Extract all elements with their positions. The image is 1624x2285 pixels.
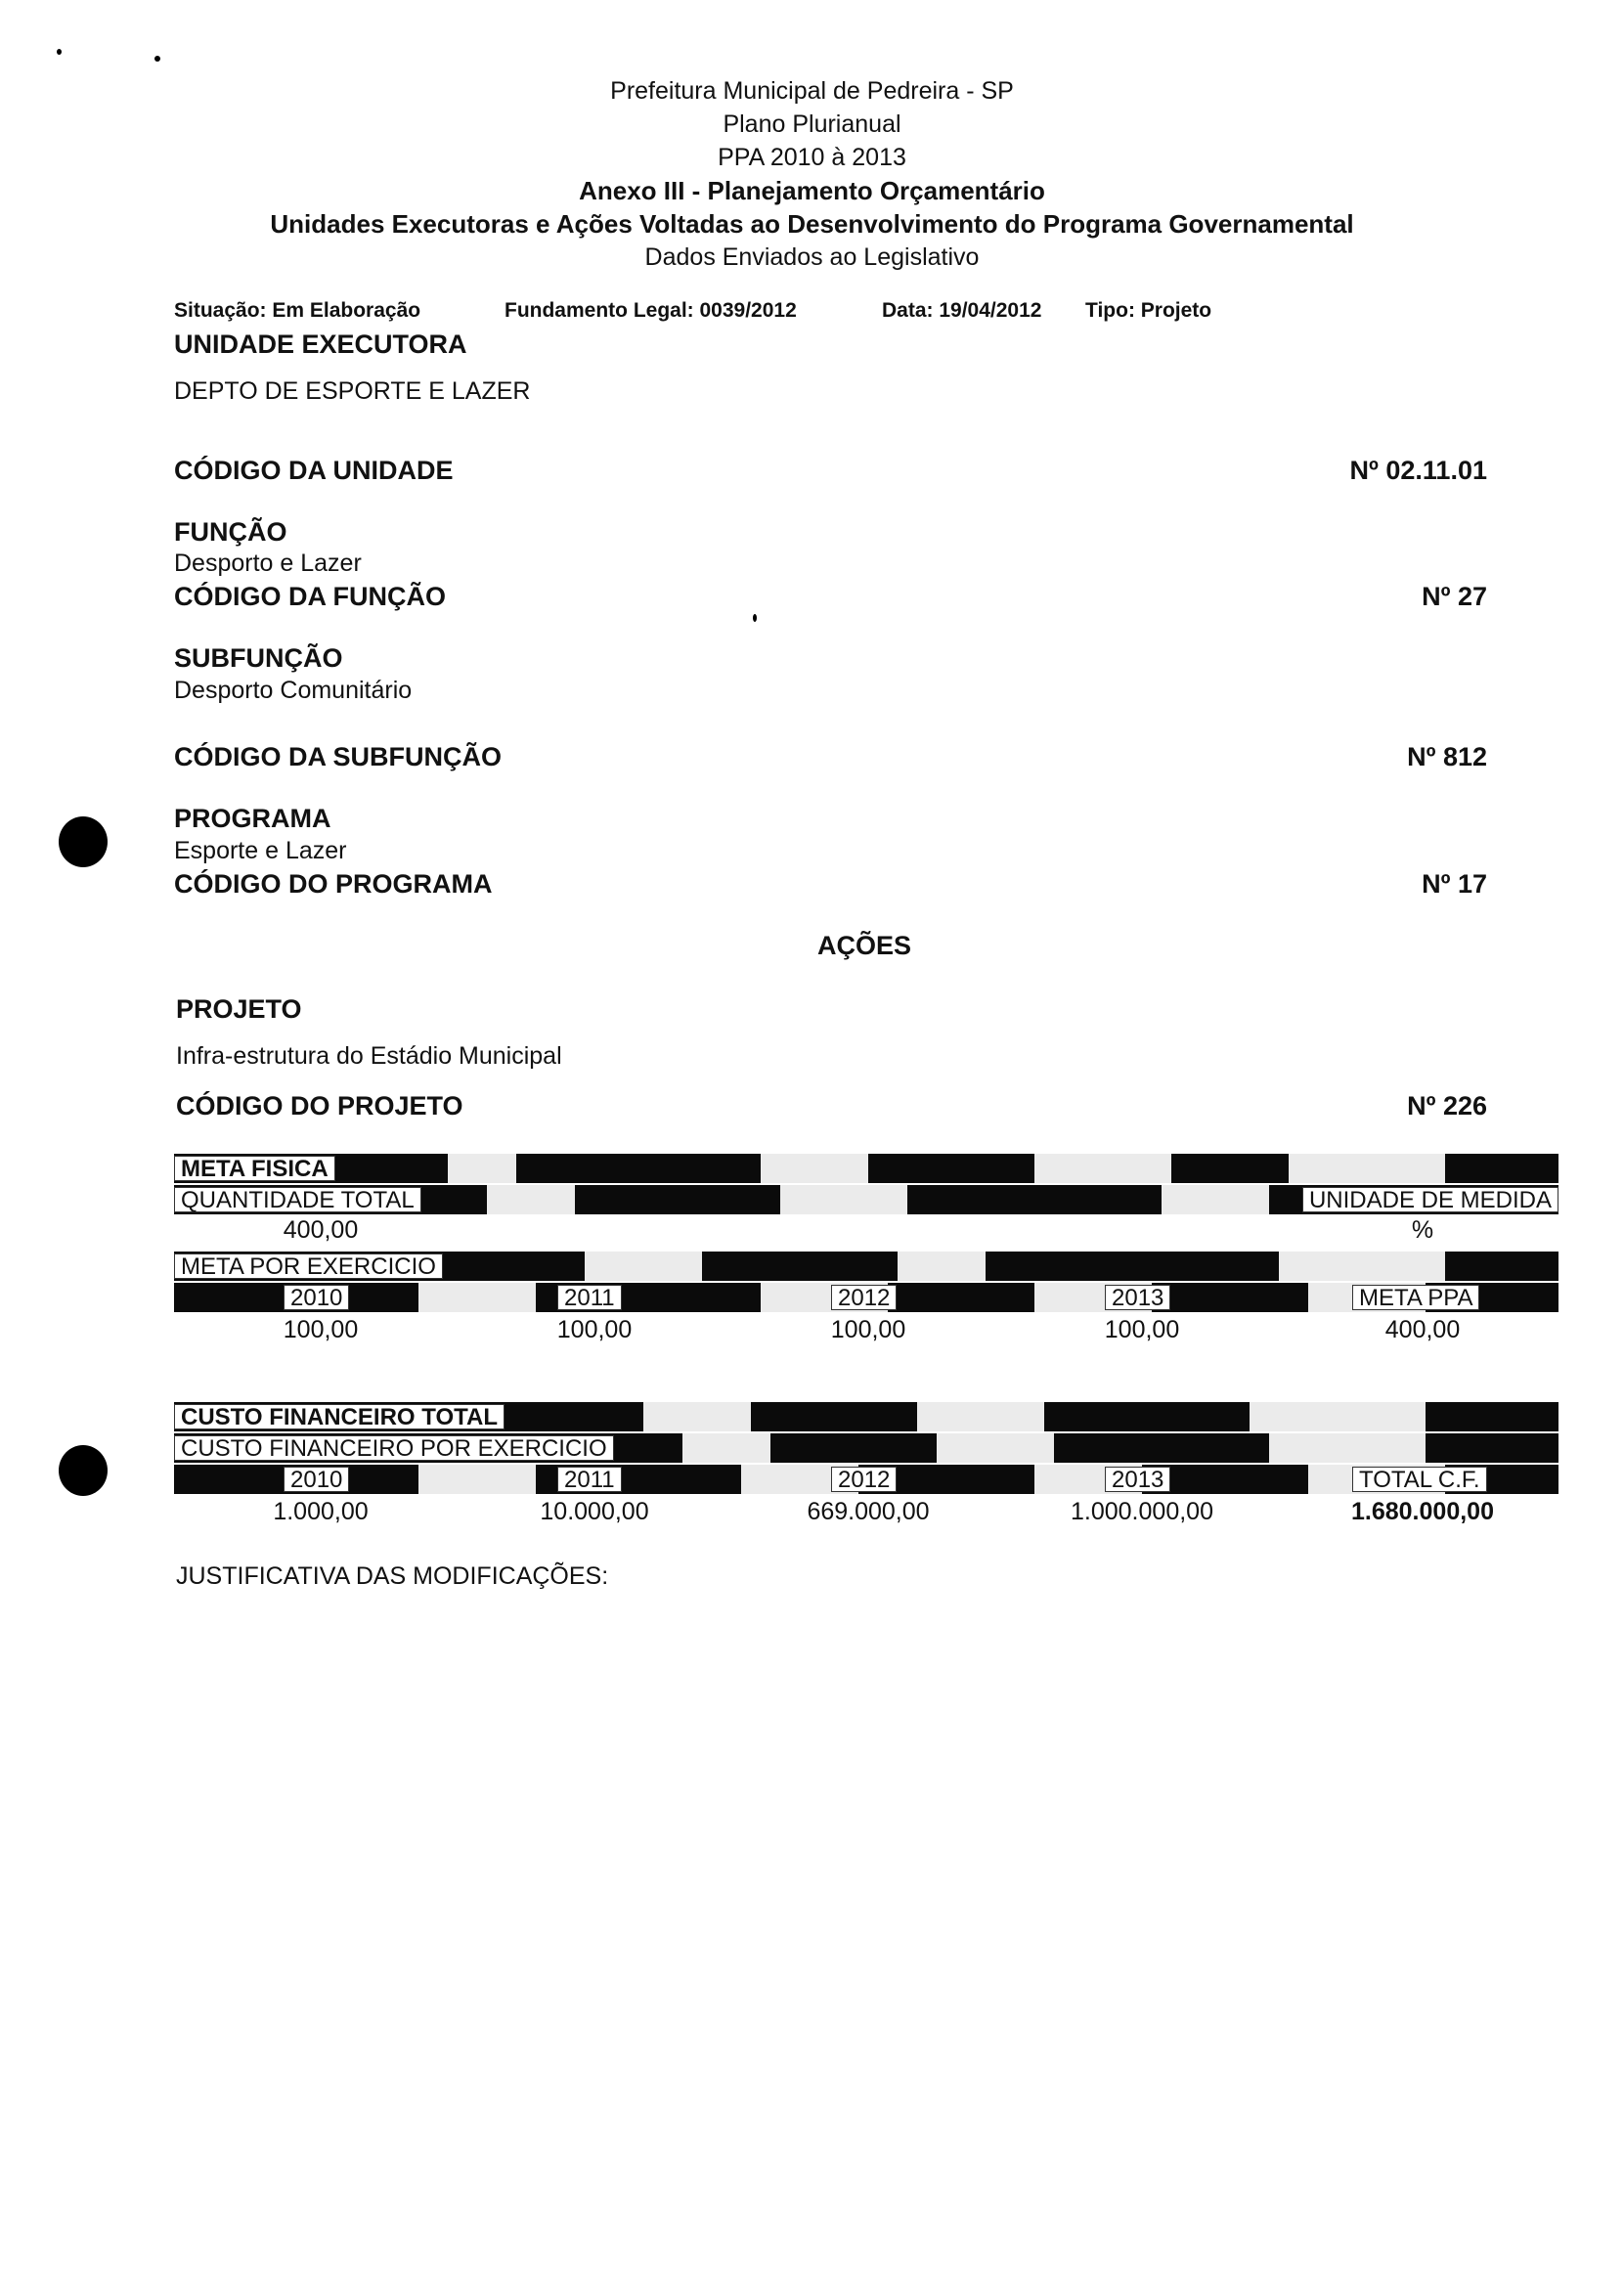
funcao-label: FUNÇÃO [174, 517, 287, 547]
codigo-unidade-value: Nº 02.11.01 [1349, 456, 1487, 485]
codigo-funcao-value: Nº 27 [1422, 582, 1487, 611]
meta-exercicio-years-band [174, 1283, 1558, 1312]
meta-value-2012: 100,00 [830, 1316, 906, 1343]
codigo-subfuncao-label: CÓDIGO DA SUBFUNÇÃO [174, 742, 502, 771]
custo-total-label: TOTAL C.F. [1352, 1467, 1487, 1492]
meta-exercicio-title-band [174, 1252, 1558, 1281]
scan-mark [753, 614, 757, 622]
meta-year-2011: 2011 [557, 1285, 622, 1310]
header-subtitle: Unidades Executoras e Ações Voltadas ao Desenvolvimento do Programa Governamental [270, 209, 1354, 239]
custo-value-2012: 669.000,00 [807, 1498, 930, 1525]
header-period: PPA 2010 à 2013 [718, 144, 906, 171]
meta-por-exercicio-label: META POR EXERCICIO [174, 1253, 443, 1279]
meta-fisica-title: META FISICA [174, 1156, 335, 1181]
codigo-projeto-value: Nº 226 [1407, 1091, 1487, 1121]
fundamento-legal: Fundamento Legal: 0039/2012 [505, 299, 797, 322]
scan-mark [57, 49, 62, 55]
header-status-note: Dados Enviados ao Legislativo [644, 243, 980, 271]
punch-hole [59, 1445, 108, 1496]
subfuncao-label: SUBFUNÇÃO [174, 643, 343, 673]
custo-value-2011: 10.000,00 [540, 1498, 649, 1525]
programa-label: PROGRAMA [174, 804, 331, 833]
quantidade-total-value: 400,00 [283, 1216, 359, 1244]
unidade-medida-value: % [1411, 1216, 1434, 1244]
custo-year-2011: 2011 [557, 1467, 622, 1492]
meta-value-2010: 100,00 [283, 1316, 359, 1343]
codigo-programa-value: Nº 17 [1422, 869, 1487, 899]
header-annex: Anexo III - Planejamento Orçamentário [579, 176, 1045, 205]
custo-years-band [174, 1465, 1558, 1494]
funcao-value: Desporto e Lazer [174, 549, 362, 577]
codigo-projeto-label: CÓDIGO DO PROJETO [176, 1091, 463, 1121]
codigo-funcao-label: CÓDIGO DA FUNÇÃO [174, 582, 446, 611]
projeto-value: Infra-estrutura do Estádio Municipal [176, 1042, 562, 1070]
data: Data: 19/04/2012 [882, 299, 1042, 322]
subfuncao-value: Desporto Comunitário [174, 677, 413, 704]
situacao: Situação: Em Elaboração [174, 299, 421, 322]
codigo-programa-label: CÓDIGO DO PROGRAMA [174, 869, 493, 899]
unidade-label: UNIDADE EXECUTORA [174, 330, 467, 359]
meta-value-2011: 100,00 [556, 1316, 633, 1343]
programa-value: Esporte e Lazer [174, 837, 347, 864]
meta-year-2012: 2012 [831, 1285, 897, 1310]
meta-ppa-value: 400,00 [1384, 1316, 1461, 1343]
meta-year-2010: 2010 [284, 1285, 349, 1310]
codigo-unidade-label: CÓDIGO DA UNIDADE [174, 456, 454, 485]
codigo-subfuncao-value: Nº 812 [1407, 742, 1487, 771]
meta-ppa-label: META PPA [1352, 1285, 1479, 1310]
acoes-title: AÇÕES [817, 931, 912, 960]
custo-year-2013: 2013 [1105, 1467, 1170, 1492]
header-plan: Plano Plurianual [723, 110, 901, 138]
justificativa-label: JUSTIFICATIVA DAS MODIFICAÇÕES: [176, 1562, 609, 1590]
meta-value-2013: 100,00 [1104, 1316, 1180, 1343]
custo-value-2010: 1.000,00 [273, 1498, 369, 1525]
custo-value-2013: 1.000.000,00 [1071, 1498, 1213, 1525]
custo-exercicio-band [174, 1433, 1558, 1463]
custo-year-2010: 2010 [284, 1467, 349, 1492]
custo-por-exercicio-label: CUSTO FINANCEIRO POR EXERCICIO [174, 1435, 614, 1461]
meta-year-2013: 2013 [1105, 1285, 1170, 1310]
scan-mark [154, 56, 160, 62]
quantidade-total-label: QUANTIDADE TOTAL [174, 1187, 421, 1212]
meta-fisica-header-band [174, 1185, 1558, 1214]
punch-hole [59, 816, 108, 867]
custo-total-value: 1.680.000,00 [1351, 1498, 1494, 1525]
unidade-value: DEPTO DE ESPORTE E LAZER [174, 377, 531, 405]
custo-title-band [174, 1402, 1558, 1431]
tipo: Tipo: Projeto [1085, 299, 1212, 322]
meta-fisica-title-band [174, 1154, 1558, 1183]
unidade-medida-label: UNIDADE DE MEDIDA [1302, 1187, 1558, 1212]
projeto-label: PROJETO [176, 994, 302, 1024]
custo-total-title: CUSTO FINANCEIRO TOTAL [174, 1404, 505, 1429]
header-municipality: Prefeitura Municipal de Pedreira - SP [610, 77, 1014, 105]
custo-year-2012: 2012 [831, 1467, 897, 1492]
